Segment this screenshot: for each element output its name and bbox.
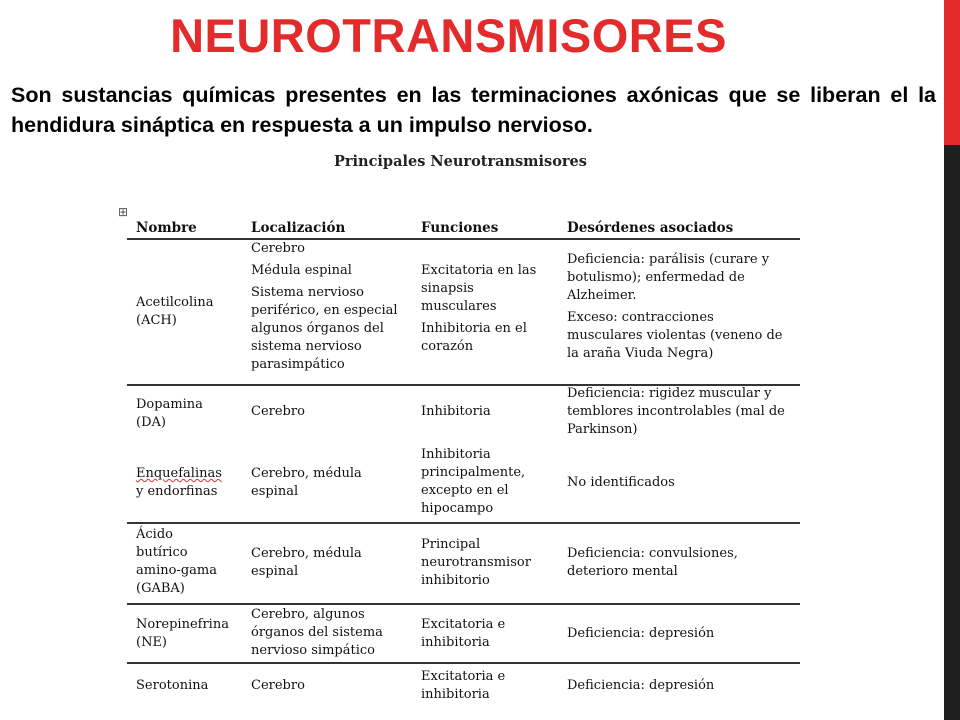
cell-funciones-norepinefrina: Excitatoria e inhibitoria <box>421 617 506 650</box>
cell-desordenes-dopamina: Deficiencia: rigidez muscular y temblores incontrolables (mal de Parkinson) <box>567 386 785 437</box>
cell-funciones-encefalinas: Inhibitoria principalmente, excepto en el hipocampo <box>421 447 526 516</box>
cell-desordenes-acetilcolina: Deficiencia: parálisis (curare y botulismo); enfermedad de Alzheimer. Exceso: contracciones musculares violentas (veneno de la araña Viuda Negra) <box>567 252 783 361</box>
row-divider <box>127 662 800 664</box>
header-desordenes: Desórdenes asociados <box>567 220 734 236</box>
cell-desordenes-encefalinas: No identificados <box>567 475 675 490</box>
cell-nombre-norepinefrina: Norepinefrina (NE) <box>136 617 229 650</box>
cell-localizacion-acetilcolina: Cerebro Médula espinal Sistema nervioso periférico, en especial algunos órganos del sistema nervioso parasimpático <box>251 241 398 372</box>
table-title: Principales Neurotransmisores <box>334 153 587 170</box>
row-divider <box>127 603 800 605</box>
cell-funciones-serotonina: Excitatoria e inhibitoria <box>421 669 506 702</box>
table-anchor-icon[interactable]: ⊞ <box>118 205 129 219</box>
row-divider <box>127 522 800 524</box>
cell-nombre-gaba: Ácido butírico amino-gama (GABA) <box>136 527 217 596</box>
cell-localizacion-norepinefrina: Cerebro, algunos órganos del sistema nervioso simpático <box>251 607 383 658</box>
cell-desordenes-gaba: Deficiencia: convulsiones, deterioro mental <box>567 546 738 579</box>
cell-desordenes-norepinefrina: Deficiencia: depresión <box>567 626 715 641</box>
cell-funciones-acetilcolina: Excitatoria en las sinapsis musculares Inhibitoria en el corazón <box>421 263 537 354</box>
cell-localizacion-dopamina: Cerebro <box>251 404 305 419</box>
intro-paragraph: Son sustancias químicas presentes en las terminaciones axónicas que se liberan el la hendidura sináptica en respuesta a un impulso nervioso. <box>11 83 936 137</box>
cell-funciones-gaba: Principal neurotransmisor inhibitorio <box>421 537 531 588</box>
cell-nombre-acetilcolina: Acetilcolina (ACH) <box>136 295 214 328</box>
cell-localizacion-encefalinas: Cerebro, médula espinal <box>251 466 362 499</box>
cell-nombre-encefalinas: Enquefalinas y endorfinas <box>136 466 222 499</box>
cell-localizacion-serotonina: Cerebro <box>251 678 305 693</box>
header-nombre: Nombre <box>136 220 197 236</box>
cell-nombre-serotonina: Serotonina <box>136 678 209 693</box>
row-divider <box>127 238 800 240</box>
cell-nombre-dopamina: Dopamina (DA) <box>136 397 203 430</box>
header-funciones: Funciones <box>421 220 499 236</box>
header-localizacion: Localización <box>251 220 346 236</box>
cell-desordenes-serotonina: Deficiencia: depresión <box>567 678 715 693</box>
cell-funciones-dopamina: Inhibitoria <box>421 404 491 419</box>
slide-title: NEUROTRANSMISORES <box>170 9 727 62</box>
cell-localizacion-gaba: Cerebro, médula espinal <box>251 546 362 579</box>
